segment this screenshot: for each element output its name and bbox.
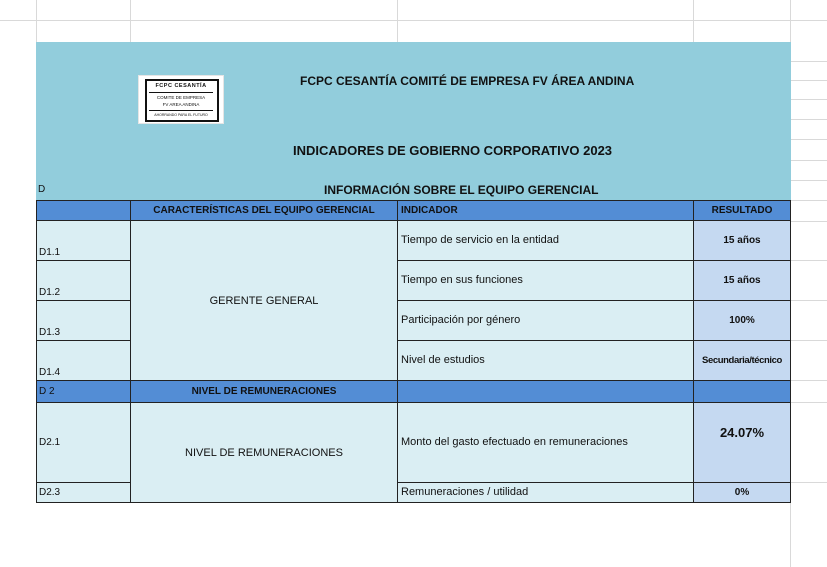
result-cell: 0% — [693, 482, 791, 503]
indicator-cell: Monto del gasto efectuado en remuneraciones — [397, 402, 694, 483]
section-title: INFORMACIÓN SOBRE EL EQUIPO GERENCIAL — [324, 183, 599, 197]
logo-divider — [149, 110, 213, 111]
header-indicator: INDICADOR — [397, 200, 694, 221]
header-code-cell — [36, 200, 131, 221]
logo-line1: FCPC CESANTÍA — [155, 83, 207, 89]
indicator-cell: Tiempo en sus funciones — [397, 260, 694, 301]
gridline — [130, 0, 131, 42]
indicator-cell: Participación por género — [397, 300, 694, 341]
report-title: INDICADORES DE GOBIERNO CORPORATIVO 2023 — [293, 143, 613, 158]
gridline — [790, 160, 827, 161]
gridline — [36, 0, 37, 42]
row-code: D1.2 — [36, 260, 131, 301]
header-result: RESULTADO — [693, 200, 791, 221]
gridline — [790, 300, 827, 301]
row-code: D1.4 — [36, 340, 131, 381]
result-cell: 15 años — [693, 220, 791, 261]
gridline — [790, 61, 827, 62]
org-title: FCPC CESANTÍA COMITÉ DE EMPRESA FV ÁREA ANDINA — [300, 74, 635, 88]
gridline — [790, 200, 827, 201]
gridline — [790, 340, 827, 341]
gridline — [790, 180, 827, 181]
gridline — [0, 20, 827, 21]
gridline — [790, 80, 827, 81]
result-cell: Secundaria/técnico — [693, 340, 791, 381]
gridline — [790, 482, 827, 483]
section-code: D — [38, 184, 46, 195]
result-cell: 100% — [693, 300, 791, 341]
logo-divider — [149, 92, 213, 93]
header-characteristics: CARACTERÍSTICAS DEL EQUIPO GERENCIAL — [130, 200, 398, 221]
section2-result-blank — [693, 380, 791, 403]
gridline — [790, 380, 827, 381]
logo-line2: COMITE DE EMPRESA — [156, 95, 206, 100]
gridline — [693, 0, 694, 42]
gridline — [790, 139, 827, 140]
gridline — [790, 402, 827, 403]
row-code: D2.3 — [36, 482, 131, 503]
section2-code: D 2 — [36, 380, 131, 403]
group-gerente-general: GERENTE GENERAL — [130, 220, 398, 381]
row-code: D1.1 — [36, 220, 131, 261]
gridline — [790, 99, 827, 100]
gridline — [790, 221, 827, 222]
logo-line3: FV AREA ANDINA — [162, 102, 200, 107]
organization-logo — [138, 75, 224, 124]
section2-indicator-blank — [397, 380, 694, 403]
section2-title: NIVEL DE REMUNERACIONES — [130, 380, 398, 403]
row-code: D2.1 — [36, 402, 131, 483]
indicator-cell: Tiempo de servicio en la entidad — [397, 220, 694, 261]
gridline — [790, 119, 827, 120]
logo-line4: AHORRANDO PARA EL FUTURO — [154, 113, 208, 117]
group-nivel-remuneraciones: NIVEL DE REMUNERACIONES — [130, 402, 398, 503]
gridline — [397, 0, 398, 42]
result-cell: 24.07% — [693, 402, 791, 483]
indicator-cell: Nivel de estudios — [397, 340, 694, 381]
indicator-cell: Remuneraciones / utilidad — [397, 482, 694, 503]
gridline — [790, 260, 827, 261]
row-code: D1.3 — [36, 300, 131, 341]
result-cell: 15 años — [693, 260, 791, 301]
